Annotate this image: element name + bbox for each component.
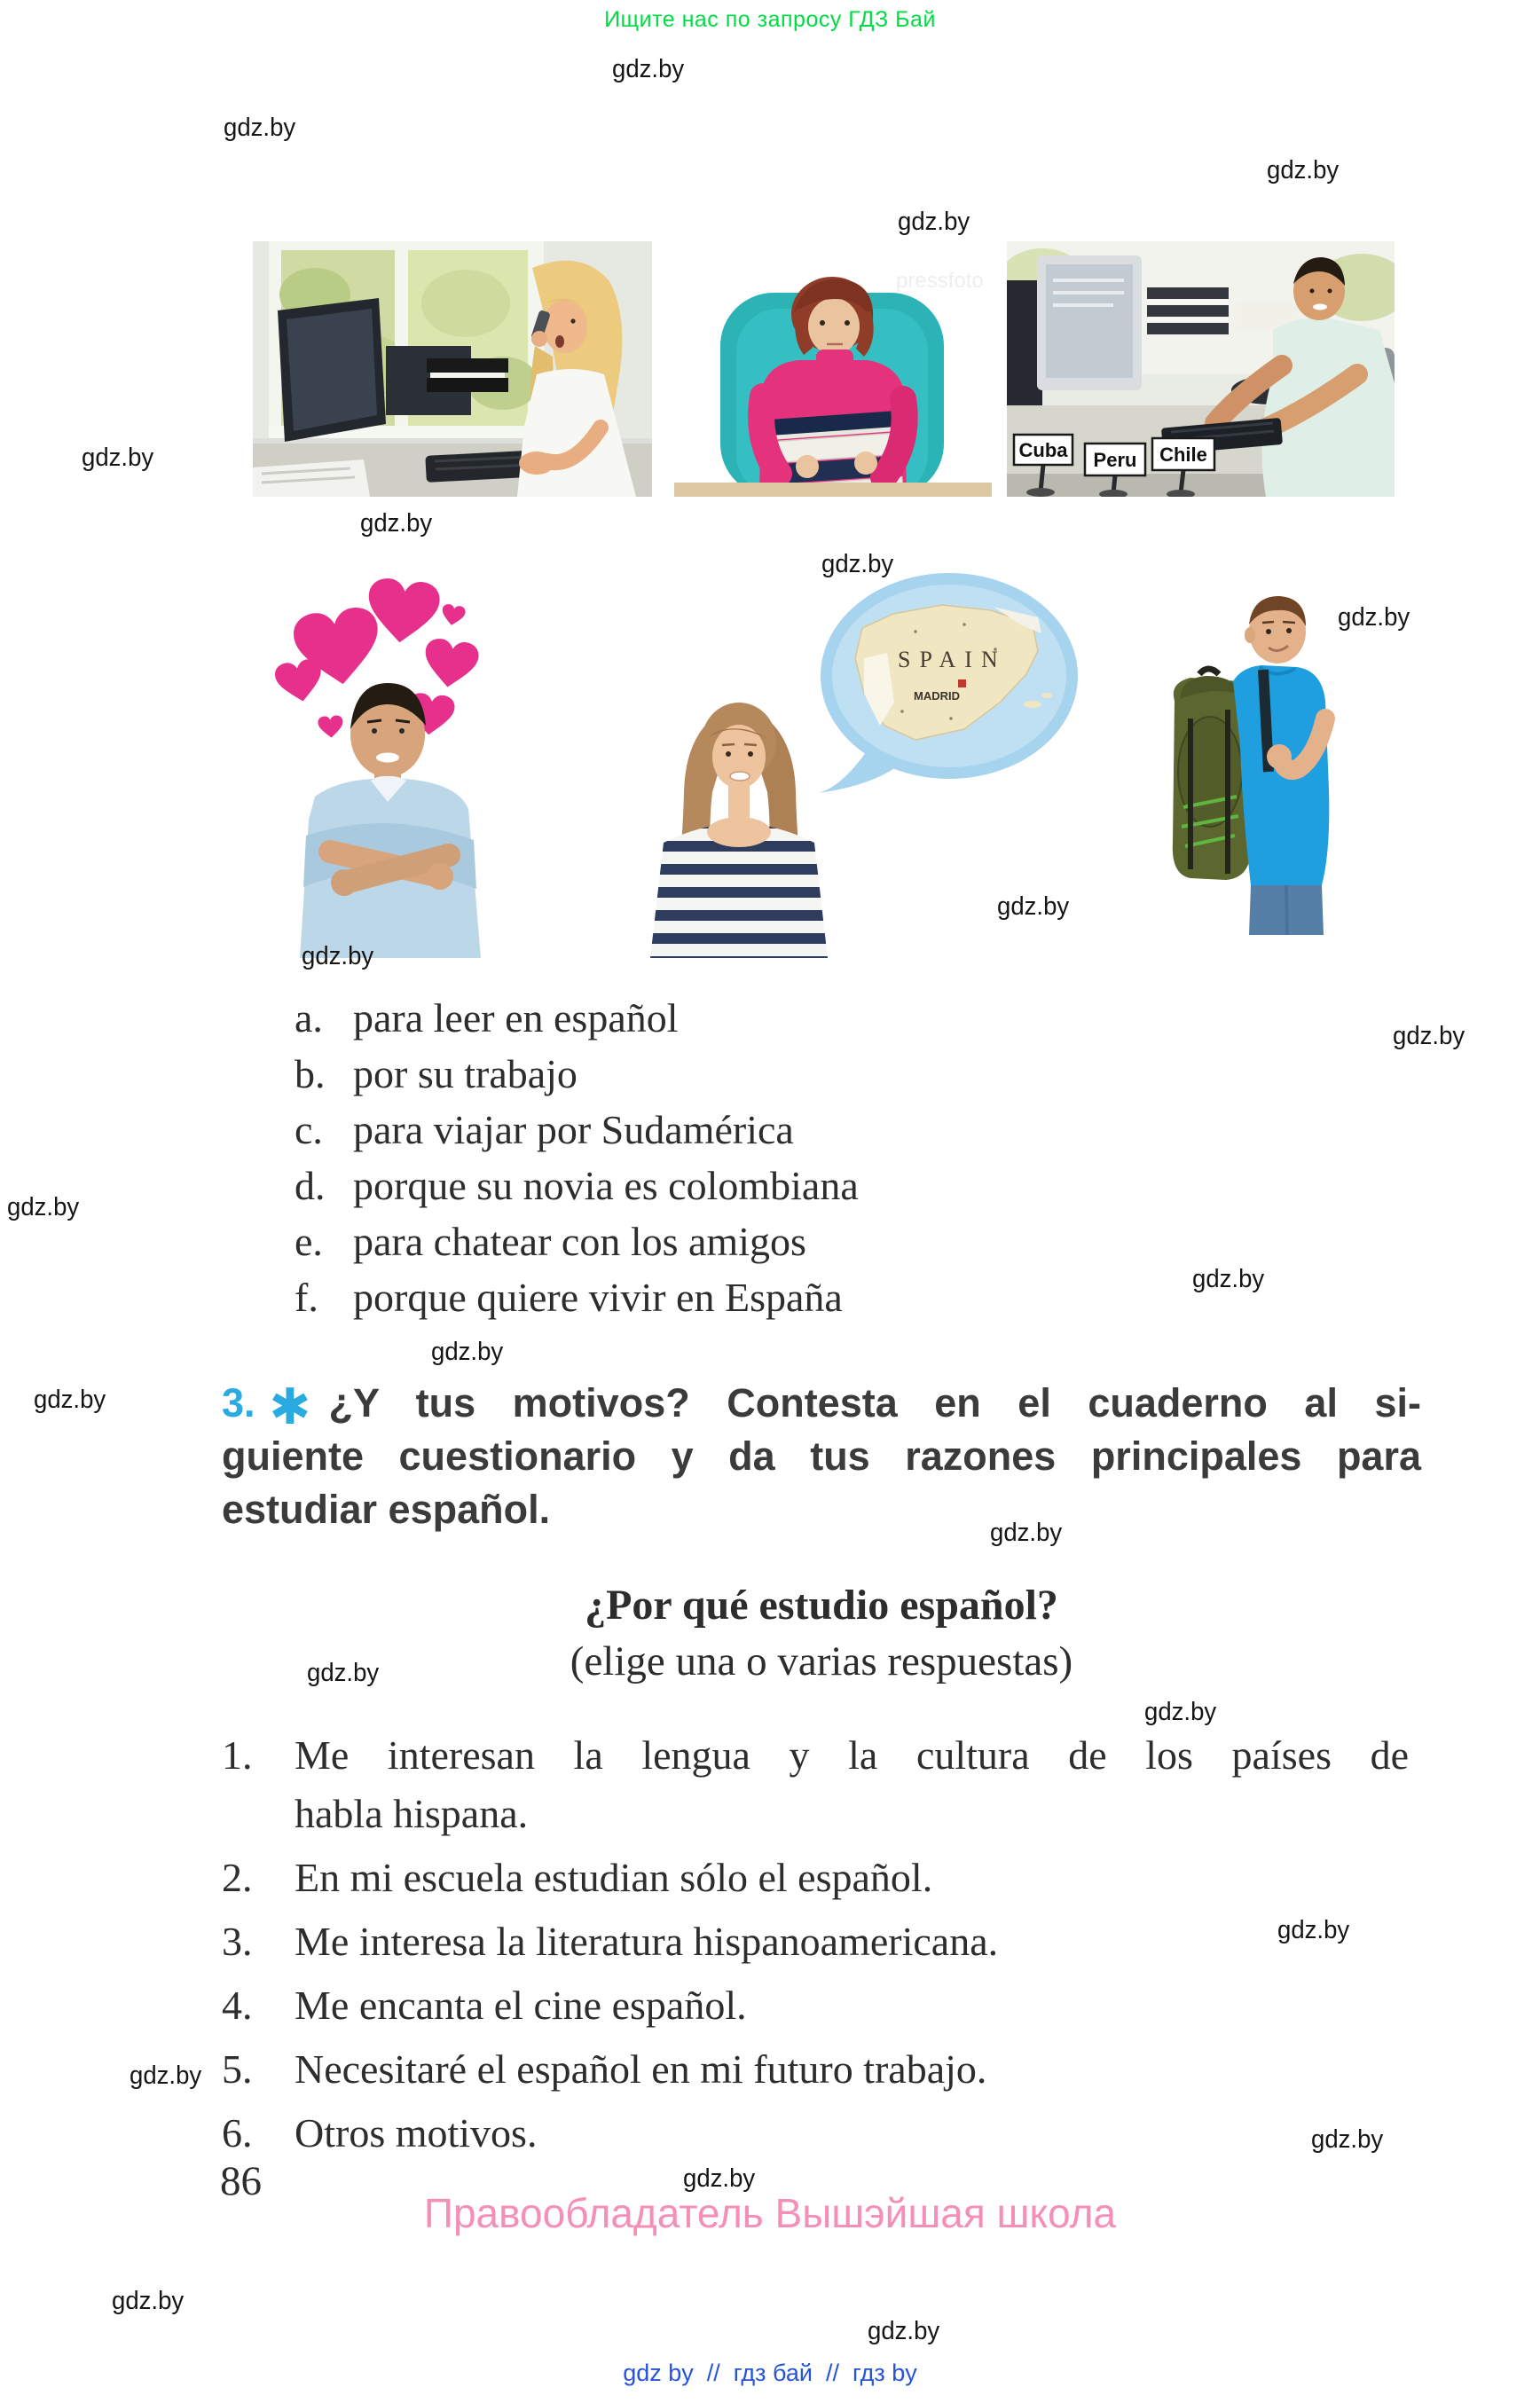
item-text: Me interesan la lengua y la cultura de los países de habla hispana. [295,1732,1409,1836]
item-text: Me interesa la literatura hispanoamericana. [295,1919,999,1964]
item-number: 5. [222,2046,253,2092]
questionnaire-item-3 [222,1912,1409,1971]
option-text: para chatear con los amigos [353,1219,806,1264]
item-number: 3. [222,1919,253,1964]
gdz-watermark: gdz.by [1267,156,1340,185]
asterisk-marker-icon: ✱ [269,1378,311,1436]
gdz-watermark: gdz.by [224,114,296,142]
option-row-c [295,1102,859,1158]
option-row-a [295,990,859,1046]
map-capital-label: MADRID [914,689,960,703]
gdz-watermark: gdz.by [1338,603,1410,632]
exercise-line-1 [222,1377,1421,1436]
option-text: porque quiere vivir en España [353,1275,843,1320]
gdz-watermark: gdz.by [997,892,1070,921]
gdz-watermark: gdz.by [1311,2125,1384,2154]
questionnaire-item-2 [222,1849,1409,1907]
exercise-line-3: estudiar español. [222,1487,551,1532]
gdz-watermark: gdz.by [821,550,894,578]
photo-woman-striped-top [650,690,828,958]
gdz-watermark: gdz.by [130,2061,202,2090]
page-number: 86 [220,2158,262,2204]
gdz-watermark: gdz.by [1393,1022,1465,1050]
gdz-watermark: gdz.by [112,2287,185,2315]
questionnaire-item-6 [222,2104,1409,2163]
country-sign-chile: Chile [1159,444,1207,466]
questionnaire-title: ¿Por qué estudio español? [585,1582,1058,1629]
questionnaire-item-1 [222,1726,1409,1843]
option-text: para leer en español [353,995,679,1041]
photo-student-with-books-art [674,241,992,497]
photo-man-in-love-hearts-art [266,568,527,958]
link-separator: // [825,2360,839,2386]
stock-watermark-text: pressfoto [896,269,984,293]
reasons-option-list [295,990,859,1325]
option-letter: c. [295,1107,323,1152]
photo-woman-phone-call [253,241,652,497]
gdz-watermark: gdz.by [1192,1265,1265,1293]
photo-man-computer-countries-art [1007,241,1395,497]
item-text: Me encanta el cine español. [295,1983,747,2028]
gdz-watermark: gdz.by [1144,1698,1217,1726]
questionnaire-item-5 [222,2040,1409,2099]
footer-link-gdz-by-ru[interactable]: гдз by [852,2360,917,2386]
gdz-watermark: gdz.by [82,444,154,472]
exercise-number: 3. [222,1380,255,1425]
country-sign-peru: Peru [1093,449,1137,471]
option-text: para viajar por Sudamérica [353,1107,794,1152]
option-letter: f. [295,1275,318,1320]
option-letter: d. [295,1163,326,1208]
gdz-watermark: gdz.by [307,1659,380,1687]
link-separator: // [706,2360,720,2386]
promo-banner: Ищите нас по запросу ГДЗ Бай [604,7,936,32]
option-row-f [295,1269,859,1325]
item-text: En mi escuela estudian sólo el español. [295,1855,933,1900]
exercise-text: ¿Y tus motivos? Contesta en el cuaderno al si- [328,1380,1421,1425]
footer-links [0,2360,1540,2387]
option-text: por su trabajo [353,1051,578,1096]
country-sign-cuba: Cuba [1018,439,1068,461]
option-letter: e. [295,1219,323,1264]
photo-woman-striped-top-art [650,690,828,958]
questionnaire-item-4 [222,1976,1409,2035]
gdz-watermark: gdz.by [612,55,685,83]
gdz-watermark: gdz.by [990,1519,1063,1547]
gdz-watermark: gdz.by [7,1193,80,1221]
footer-link-gdz-by[interactable]: gdz by [623,2360,694,2386]
option-text: porque su novia es colombiana [353,1163,859,1208]
gdz-watermark: gdz.by [302,942,374,970]
map-country-label: SPAIN [898,647,1007,672]
option-letter: a. [295,995,323,1041]
gdz-watermark: gdz.by [868,2317,940,2345]
footer-link-gdz-bai[interactable]: гдз бай [733,2360,813,2386]
gdz-watermark: gdz.by [1277,1916,1350,1944]
photo-student-backpack-art [1164,585,1347,935]
option-letter: b. [295,1051,326,1096]
copyright-notice: Правообладатель Вышэйшая школа [423,2190,1117,2236]
spain-map-bubble-art [809,569,1080,796]
exercise-line-2: guiente cuestionario y da tus razones principales para [222,1433,1421,1479]
photo-spain-map-bubble [809,569,1080,796]
gdz-watermark: gdz.by [360,509,433,538]
option-row-e [295,1213,859,1269]
item-number: 4. [222,1983,253,2028]
gdz-watermark: gdz.by [683,2164,756,2193]
item-text: Otros motivos. [295,2110,538,2156]
photo-man-in-love-hearts [266,568,527,958]
photo-woman-phone-call-art [253,241,652,497]
photo-man-computer-countries [1007,241,1395,497]
item-number: 6. [222,2110,253,2156]
gdz-watermark: gdz.by [898,208,970,236]
exercise-3-instruction [222,1377,1421,1536]
item-number: 2. [222,1855,253,1900]
option-row-b [295,1046,859,1102]
photo-student-with-books [674,241,992,497]
gdz-watermark: gdz.by [34,1386,106,1414]
questionnaire-list [222,1726,1409,2163]
photo-student-backpack [1164,585,1347,935]
item-number: 1. [222,1732,253,1778]
option-row-d [295,1158,859,1213]
gdz-watermark: gdz.by [431,1338,504,1366]
item-text: Necesitaré el español en mi futuro trabajo. [295,2046,987,2092]
questionnaire-subtitle: (elige una o varias respuestas) [570,1638,1073,1684]
